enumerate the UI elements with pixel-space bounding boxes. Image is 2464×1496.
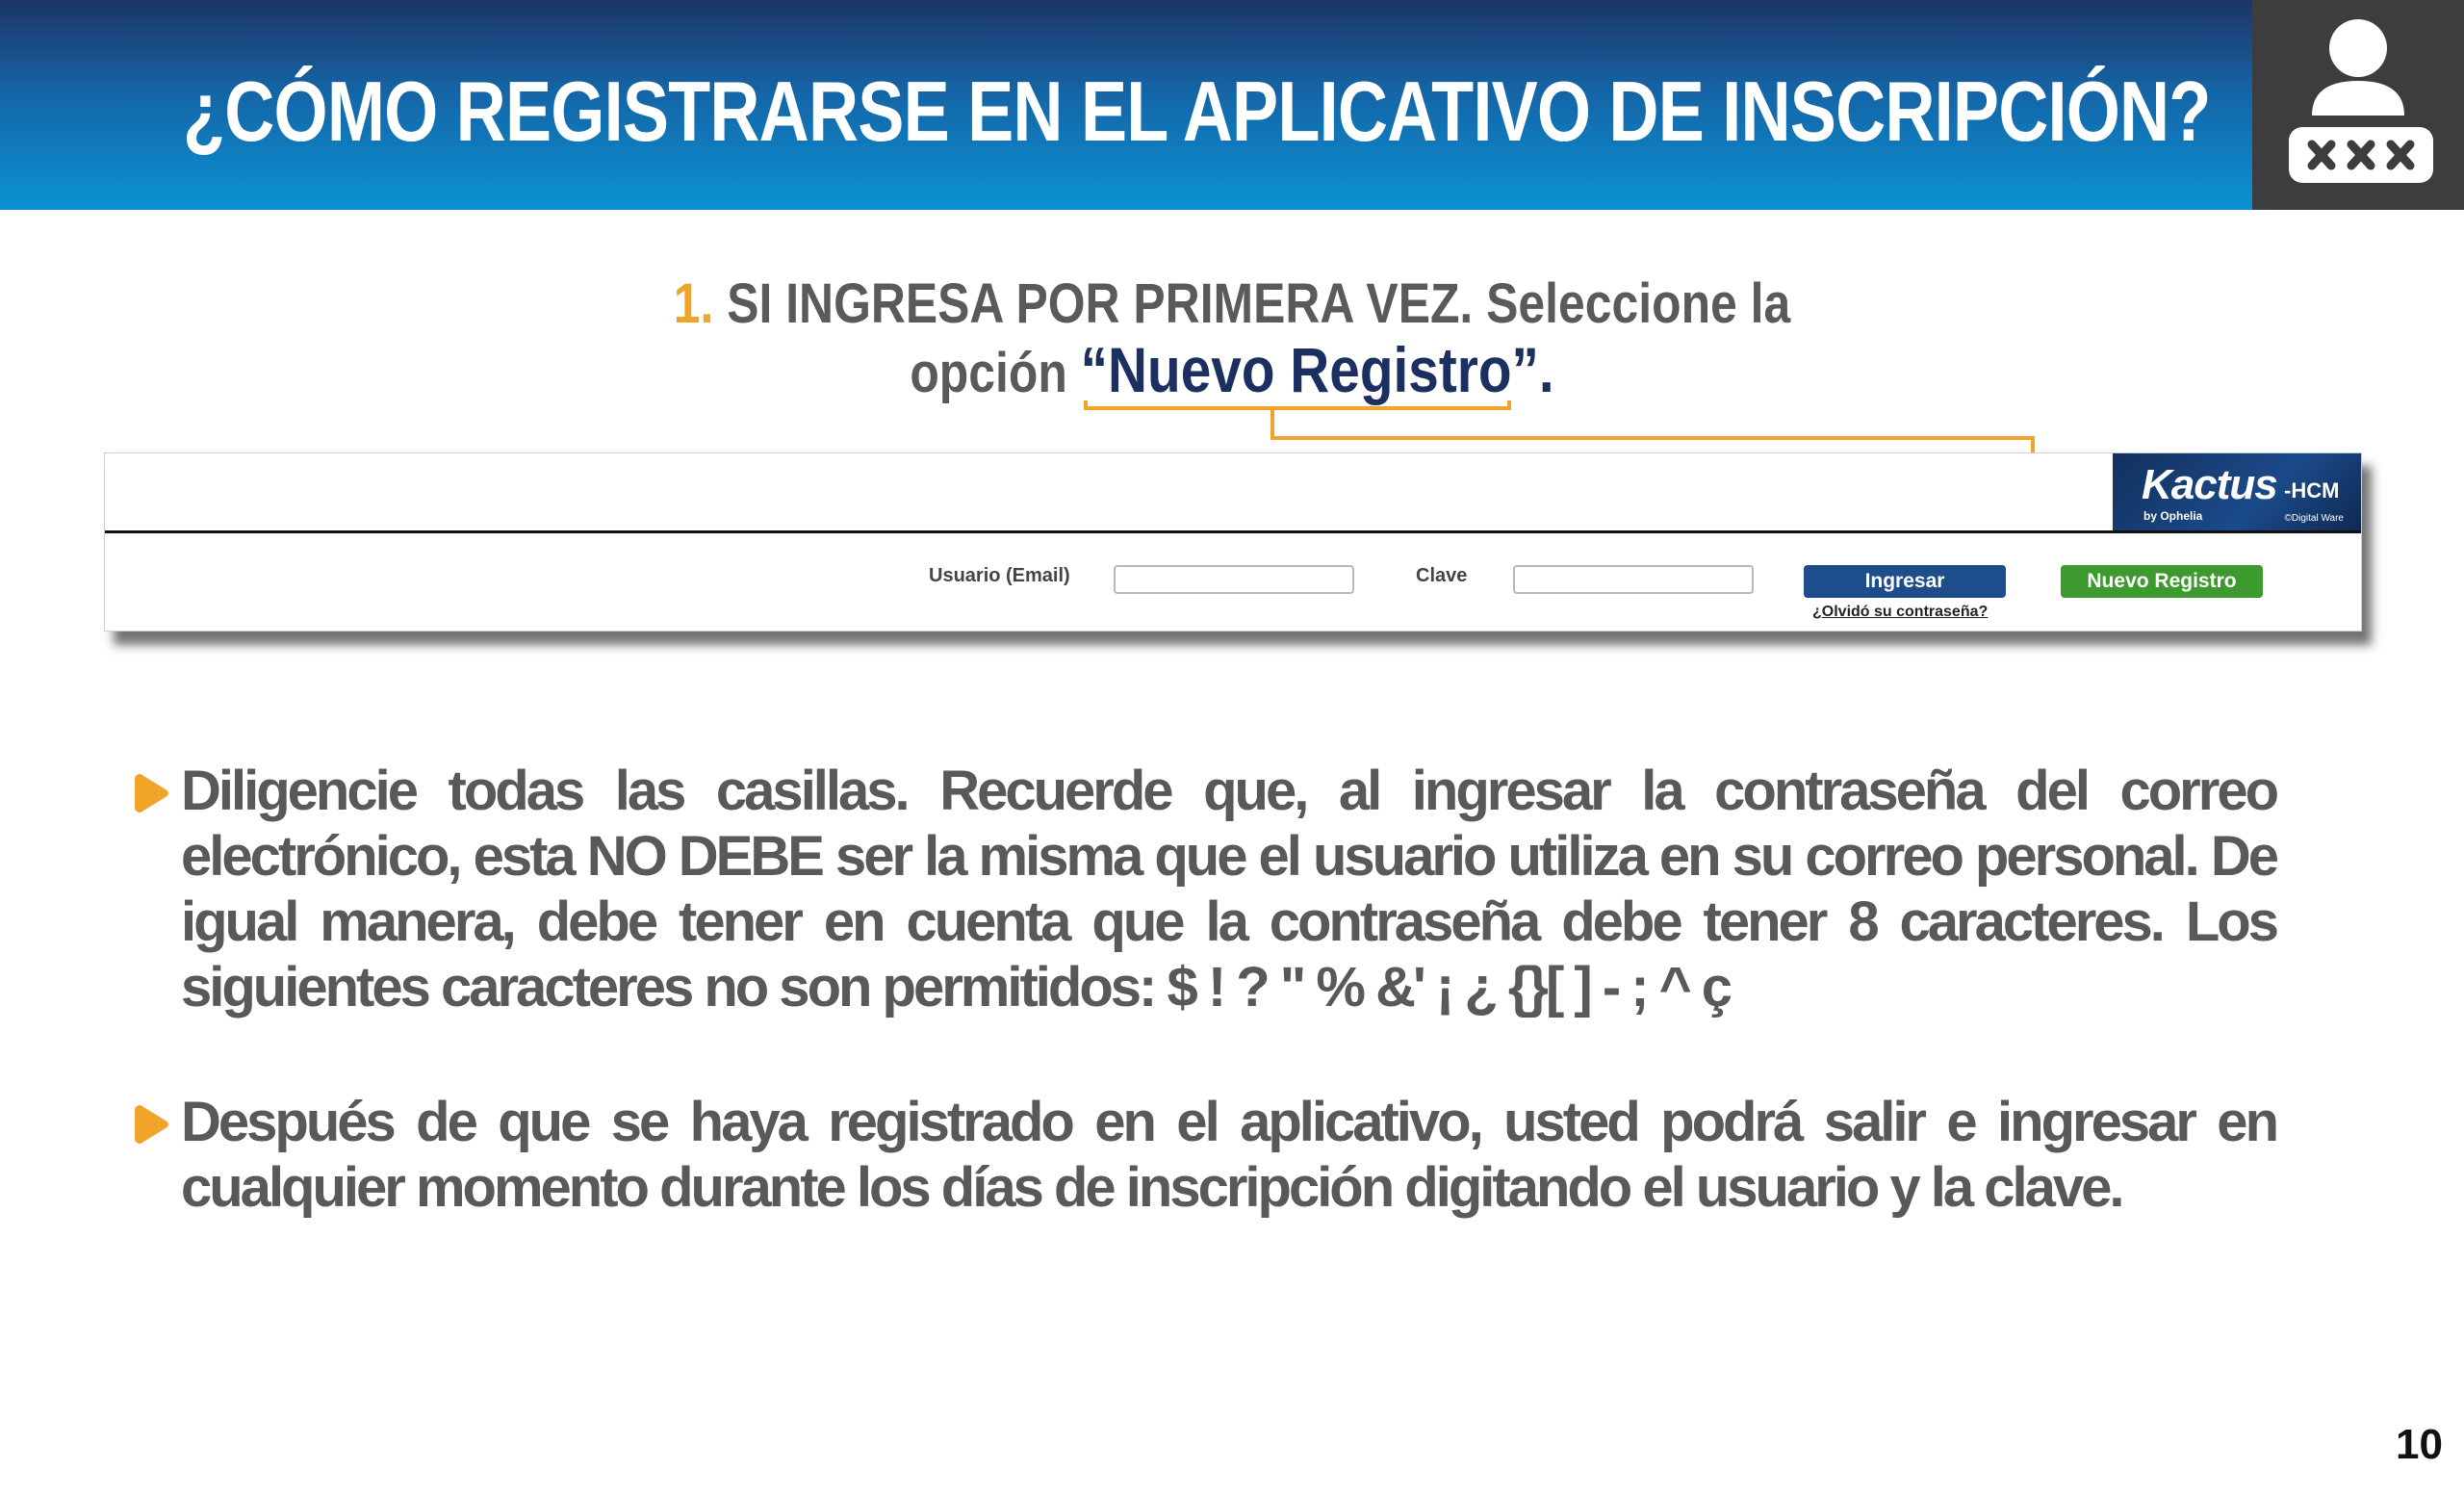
password-label: Clave xyxy=(1416,565,1468,586)
step-highlight: “Nuevo Registro” xyxy=(1080,334,1539,405)
page-number: 10 xyxy=(2396,1421,2443,1468)
password-input[interactable] xyxy=(1513,565,1754,594)
user-email-input[interactable] xyxy=(1114,565,1354,594)
bullet-item-2 xyxy=(135,1090,2276,1221)
bullet-item-1 xyxy=(135,759,2276,1020)
user-login-icon-box xyxy=(2252,0,2464,210)
step-number: 1. xyxy=(673,272,714,335)
brand-copyright: ©Digital Ware xyxy=(2284,513,2344,524)
user-email-label: Usuario (Email) xyxy=(929,565,1070,586)
bullet-arrow-icon xyxy=(135,1103,171,1146)
user-login-icon xyxy=(2252,0,2464,210)
login-screenshot xyxy=(104,452,2362,632)
new-registration-button[interactable]: Nuevo Registro xyxy=(2061,565,2263,598)
page-title: ¿CÓMO REGISTRARSE EN EL APLICATIVO DE INSCRIPCIÓN? xyxy=(183,64,2211,159)
header-banner xyxy=(0,0,2252,210)
step-text-end: . xyxy=(1538,334,1554,405)
brand-name: Kactus xyxy=(2142,461,2277,508)
step-text-2: opción xyxy=(910,342,1081,404)
step-text-1: SI INGRESA POR PRIMERA VEZ. Seleccione la xyxy=(713,272,1791,335)
step-heading xyxy=(0,271,2464,406)
divider xyxy=(105,530,2361,533)
login-button[interactable]: Ingresar xyxy=(1804,565,2006,598)
bullet-arrow-icon xyxy=(135,772,171,814)
forgot-password-link[interactable]: ¿Olvidó su contraseña? xyxy=(1812,604,1989,620)
bullet-text-2: Después de que se haya registrado en el aplicativo, usted podrá salir e ingresar en cualquier momento durante los días de inscripción digitando el usuario y la clave. xyxy=(181,1091,2276,1219)
brand-suffix: -HCM xyxy=(2284,478,2340,503)
kactus-logo xyxy=(2113,453,2361,530)
brand-sub: by Ophelia xyxy=(2143,509,2203,523)
bullet-text-1: Diligencie todas las casillas. Recuerde que, al ingresar la contraseña del correo electrónico, esta NO DEBE ser la misma que el usuario utiliza en su correo personal. De igual manera, debe tener en cuenta que la contraseña debe tener 8 caracteres. Los siguientes caracteres no son permitidos: $ ! ? " % &' ¡ ¿ {}[ ] - ; ^ ç xyxy=(181,760,2276,1019)
